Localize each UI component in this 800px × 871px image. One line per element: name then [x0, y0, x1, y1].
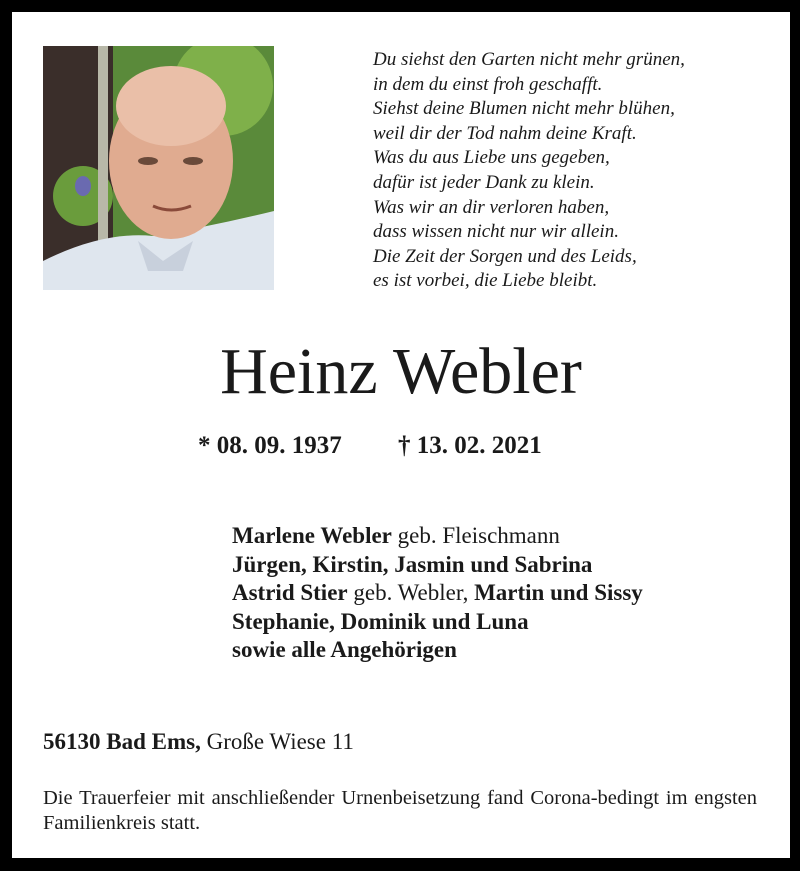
mourner-line	[232, 522, 643, 551]
poem-line: dass wissen nicht nur wir allein.	[373, 221, 619, 243]
poem-line: dafür ist jeder Dank zu klein.	[373, 171, 595, 193]
mourner-line	[232, 579, 643, 608]
birth-date: * 08. 09. 1937	[198, 432, 342, 459]
poem-line: es ist vorbei, die Liebe bleibt.	[373, 270, 598, 292]
poem-line: Die Zeit der Sorgen und des Leids,	[373, 245, 637, 267]
address-street: Große Wiese 11	[200, 729, 354, 754]
mourner-name: Martin und Sissy	[474, 580, 643, 606]
poem-line: weil dir der Tod nahm deine Kraft.	[373, 122, 637, 144]
obituary-notice	[12, 12, 790, 858]
mourner-name: Stephanie, Dominik und Luna	[232, 608, 529, 634]
funeral-note: Die Trauerfeier mit anschließender Urnenbeisetzung fand Corona-bedingt im engsten Familienkreis statt.	[43, 787, 757, 834]
mourner-name: Astrid Stier	[232, 580, 348, 606]
deceased-name: Heinz Webler	[220, 335, 582, 408]
poem-line: in dem du einst froh geschafft.	[373, 73, 603, 95]
poem-line: Du siehst den Garten nicht mehr grünen,	[373, 49, 685, 70]
mourners-list	[232, 522, 643, 665]
poem-line: Was du aus Liebe uns gegeben,	[373, 147, 610, 169]
portrait-photo	[43, 46, 274, 290]
mourner-line	[232, 608, 643, 637]
mourner-line	[232, 551, 643, 580]
death-date: † 13. 02. 2021	[398, 432, 542, 459]
poem-line: Was wir an dir verloren haben,	[373, 196, 610, 218]
mourner-line	[232, 636, 643, 665]
poem	[373, 48, 685, 294]
mourner-name: Jürgen, Kirstin, Jasmin und Sabrina	[232, 551, 593, 577]
maiden-name: geb. Fleischmann	[391, 523, 560, 548]
life-dates	[198, 432, 542, 460]
poem-line: Siehst deine Blumen nicht mehr blühen,	[373, 98, 675, 120]
maiden-name: geb. Webler,	[347, 580, 475, 606]
mourner-name: Marlene Webler	[232, 523, 392, 548]
mourner-name: sowie alle Angehörigen	[232, 637, 457, 663]
address	[43, 729, 354, 755]
address-city: 56130 Bad Ems,	[43, 729, 201, 754]
